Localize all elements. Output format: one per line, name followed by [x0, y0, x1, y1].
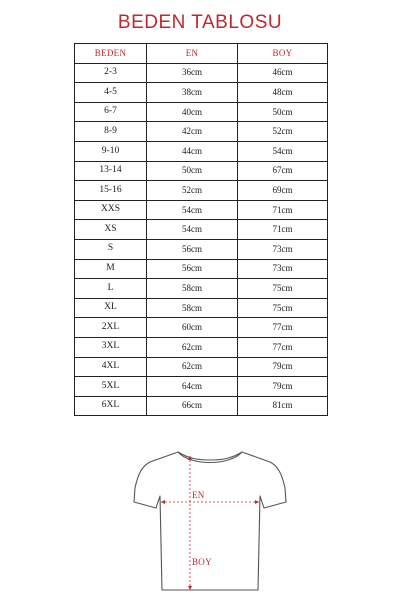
- size-cell: 6XL: [75, 396, 147, 416]
- table-row: [75, 259, 328, 279]
- width-label: EN: [192, 490, 205, 500]
- size-cell: XXS: [75, 200, 147, 220]
- table-row: [75, 161, 328, 181]
- width-cell: 52cm: [147, 181, 238, 201]
- length-label: BOY: [192, 557, 212, 567]
- length-cell: 79cm: [238, 377, 328, 397]
- width-cell: 62cm: [147, 357, 238, 377]
- table-row: [75, 181, 328, 201]
- table-row: [75, 377, 328, 397]
- width-cell: 64cm: [147, 377, 238, 397]
- size-cell: 6-7: [75, 102, 147, 122]
- table-row: [75, 102, 328, 122]
- table-body: [75, 63, 328, 416]
- width-cell: 58cm: [147, 298, 238, 318]
- length-cell: 67cm: [238, 161, 328, 181]
- length-cell: 50cm: [238, 102, 328, 122]
- length-cell: 73cm: [238, 259, 328, 279]
- width-cell: 66cm: [147, 396, 238, 416]
- size-cell: 4XL: [75, 357, 147, 377]
- width-cell: 40cm: [147, 102, 238, 122]
- width-cell: 54cm: [147, 200, 238, 220]
- length-cell: 79cm: [238, 357, 328, 377]
- table-row: [75, 337, 328, 357]
- table-row: [75, 83, 328, 103]
- width-cell: 42cm: [147, 122, 238, 142]
- table-row: [75, 279, 328, 299]
- length-cell: 77cm: [238, 318, 328, 338]
- length-cell: 46cm: [238, 63, 328, 83]
- width-cell: 60cm: [147, 318, 238, 338]
- tshirt-outline-icon: [130, 440, 290, 595]
- size-cell: 3XL: [75, 337, 147, 357]
- table-row: [75, 122, 328, 142]
- table-row: [75, 318, 328, 338]
- size-cell: 2XL: [75, 318, 147, 338]
- page-title: BEDEN TABLOSU: [117, 12, 283, 33]
- length-cell: 52cm: [238, 122, 328, 142]
- size-cell: S: [75, 239, 147, 259]
- size-cell: 9-10: [75, 141, 147, 161]
- size-cell: 5XL: [75, 377, 147, 397]
- width-cell: 54cm: [147, 220, 238, 240]
- size-cell: 2-3: [75, 63, 147, 83]
- width-cell: 50cm: [147, 161, 238, 181]
- table-row: [75, 357, 328, 377]
- length-cell: 71cm: [238, 200, 328, 220]
- size-cell: 8-9: [75, 122, 147, 142]
- length-cell: 75cm: [238, 279, 328, 299]
- table-row: [75, 220, 328, 240]
- table-row: [75, 141, 328, 161]
- width-cell: 38cm: [147, 83, 238, 103]
- size-cell: 15-16: [75, 181, 147, 201]
- length-cell: 75cm: [238, 298, 328, 318]
- column-header-length: BOY: [238, 44, 328, 64]
- width-cell: 56cm: [147, 259, 238, 279]
- tshirt-diagram: [130, 440, 290, 595]
- length-cell: 54cm: [238, 141, 328, 161]
- width-cell: 44cm: [147, 141, 238, 161]
- table-row: [75, 239, 328, 259]
- column-header-width: EN: [147, 44, 238, 64]
- size-cell: 13-14: [75, 161, 147, 181]
- size-cell: 4-5: [75, 83, 147, 103]
- size-cell: L: [75, 279, 147, 299]
- size-cell: XL: [75, 298, 147, 318]
- width-cell: 58cm: [147, 279, 238, 299]
- length-cell: 77cm: [238, 337, 328, 357]
- column-header-size: BEDEN: [75, 44, 147, 64]
- size-chart-table: [74, 43, 328, 416]
- table-row: [75, 396, 328, 416]
- length-cell: 71cm: [238, 220, 328, 240]
- width-cell: 62cm: [147, 337, 238, 357]
- table-row: [75, 298, 328, 318]
- width-cell: 56cm: [147, 239, 238, 259]
- width-cell: 36cm: [147, 63, 238, 83]
- table-header-row: [75, 44, 328, 64]
- length-cell: 73cm: [238, 239, 328, 259]
- length-cell: 48cm: [238, 83, 328, 103]
- table-row: [75, 200, 328, 220]
- length-cell: 81cm: [238, 396, 328, 416]
- size-cell: M: [75, 259, 147, 279]
- size-cell: XS: [75, 220, 147, 240]
- table-row: [75, 63, 328, 83]
- length-cell: 69cm: [238, 181, 328, 201]
